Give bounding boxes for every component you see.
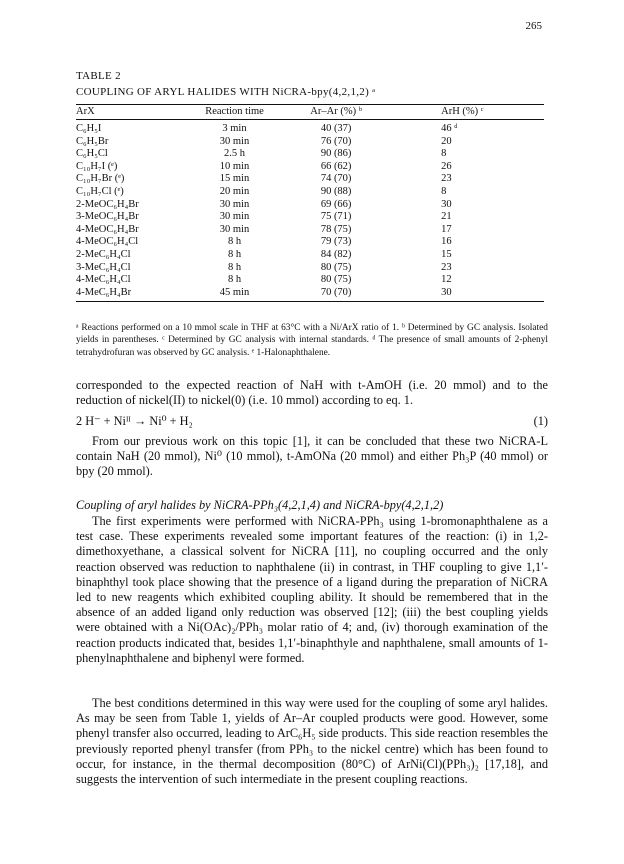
- cell-arx: 4-MeOC₆H₄Cl: [76, 236, 139, 248]
- page-number: 265: [525, 20, 542, 32]
- cell-reaction-time: 10 min: [219, 160, 250, 172]
- cell-arx: C₁₀H₇Br (ᵉ): [76, 173, 125, 185]
- cell-arh-yield: 16: [441, 236, 452, 248]
- equation-text: 2 H⁻ + Niᴵᴵ → Ni⁰ + H₂: [76, 414, 193, 428]
- paragraph-2: From our previous work on this topic [1], it can be concluded that these two NiCRA-L contain NaH (20 mmol), Ni⁰ (10 mmol), t-AmONa (20 mmol) and either Ph₃P (40 mmol) or bpy (20 mmol).: [76, 434, 548, 479]
- cell-reaction-time: 3 min: [222, 123, 247, 134]
- cell-arh-yield: 26: [441, 160, 452, 172]
- cell-ar-ar-yield: 75 (71): [320, 211, 352, 223]
- table-row: [76, 136, 544, 149]
- cell-arx: C₆H₅Br: [76, 135, 109, 147]
- cell-arx: 2-MeC₆H₄Cl: [76, 248, 131, 260]
- equation-1: [76, 414, 548, 429]
- table-row: [76, 287, 544, 302]
- cell-arx: 3-MeOC₆H₄Br: [76, 211, 139, 223]
- cell-ar-ar-yield: 40 (37): [320, 123, 352, 134]
- section-heading: Coupling of aryl halides by NiCRA-PPh₃(4,2,1,4) and NiCRA-bpy(4,2,1,2): [76, 498, 444, 512]
- paragraph-1: corresponded to the expected reaction of NaH with t-AmOH (i.e. 20 mmol) and to the reduction of nickel(II) to nickel(0) (i.e. 10 mmol) according to eq. 1.: [76, 378, 548, 408]
- cell-ar-ar-yield: 84 (82): [320, 248, 352, 260]
- table-row: [76, 249, 544, 262]
- table-row: [76, 224, 544, 237]
- table-label: TABLE 2: [76, 70, 121, 82]
- coupling-table: [76, 104, 544, 302]
- cell-arx: 4-MeC₆H₄Br: [76, 287, 186, 302]
- cell-reaction-time: 2.5 h: [224, 148, 245, 160]
- cell-arx: C₁₀H₇Cl (ᵉ): [76, 185, 124, 197]
- cell-ar-ar-yield: 76 (70): [320, 135, 352, 147]
- table-row: [76, 120, 544, 136]
- cell-arh-yield: 30: [389, 287, 544, 302]
- table-header-row: [76, 105, 544, 120]
- table-caption: COUPLING OF ARYL HALIDES WITH NiCRA-bpy(4,2,1,2) ᵃ: [76, 86, 376, 98]
- cell-reaction-time: 20 min: [219, 185, 250, 197]
- table-row: [76, 199, 544, 212]
- cell-ar-ar-yield: 74 (70): [320, 173, 352, 185]
- cell-arh-yield: 23: [441, 261, 452, 273]
- cell-ar-ar-yield: 79 (73): [320, 236, 352, 248]
- cell-arh-yield: 15: [441, 248, 452, 260]
- cell-arh-yield: 30: [441, 198, 452, 210]
- cell-reaction-time: 8 h: [227, 274, 242, 286]
- cell-reaction-time: 30 min: [219, 198, 250, 210]
- cell-reaction-time: 8 h: [227, 261, 242, 273]
- table-footnote: ᵃ Reactions performed on a 10 mmol scale in THF at 63°C with a Ni/ArX ratio of 1. ᵇ Determined by GC analysis. Isolated yields in parentheses. ᶜ Determined by GC analysis with internal standards. ᵈ The presence of small amounts of 2-phenyl tetrahydrofuran was observed by GC analysis. ᵉ 1-Halonaphthalene.: [76, 323, 548, 358]
- cell-ar-ar-yield: 80 (75): [320, 261, 352, 273]
- cell-reaction-time: 8 h: [227, 236, 242, 248]
- table-row: [76, 186, 544, 199]
- cell-arx: 4-MeC₆H₄Cl: [76, 274, 131, 286]
- cell-ar-ar-yield: 69 (66): [320, 198, 352, 210]
- cell-arh-yield: 23: [441, 173, 452, 185]
- cell-ar-ar-yield: 80 (75): [320, 274, 352, 286]
- cell-arh-yield: 46 ᵈ: [441, 123, 458, 134]
- table-row: [76, 236, 544, 249]
- col-header-ar-ar: Ar–Ar (%) ᵇ: [283, 105, 389, 120]
- table-row: [76, 173, 544, 186]
- cell-arx: C₆H₅Cl: [76, 148, 108, 160]
- paragraph-3: The first experiments were performed with NiCRA-PPh₃ using 1-bromonaphthalene as a test case. These experiments revealed some important features of the reaction: (i) in 1,2-dimethoxyethane, a classical solvent for NiCRA [11], no coupling occurred and the only reaction observed was reduction to naphthalene (ii) in contrast, in THF coupling to give 1,1′-binaphthyl took place showing that the presence of a ligand during the preparation of NiCRA led to new reagents which exhibited coupling ability. It should be remembered that in the absence of an added ligand only reduction was observed [12]; (iii) the best coupling yields were obtained with a Ni(OAc)₂/PPh₃ molar ratio of 4; and, (iv) thorough examination of the reaction products indicated that, besides 1,1′-binaphthyle and naphthalene, small amounts of 1-phenylnaphthalene and biphenyl were formed.: [76, 514, 548, 665]
- table-row: [76, 148, 544, 161]
- table-row: [76, 211, 544, 224]
- col-header-arh: ArH (%) ᶜ: [389, 105, 544, 120]
- cell-arx: C₁₀H₇I (ᵉ): [76, 160, 118, 172]
- cell-reaction-time: 15 min: [219, 173, 250, 185]
- table-row: [76, 262, 544, 275]
- cell-reaction-time: 30 min: [219, 211, 250, 223]
- cell-reaction-time: 30 min: [219, 223, 250, 235]
- cell-arx: 3-MeC₆H₄Cl: [76, 261, 131, 273]
- cell-arh-yield: 12: [441, 274, 452, 286]
- cell-arx: 4-MeOC₆H₄Br: [76, 223, 139, 235]
- cell-arx: C₆H₅I: [76, 123, 102, 134]
- equation-number: (1): [533, 414, 548, 428]
- cell-arh-yield: 21: [441, 211, 452, 223]
- cell-reaction-time: 8 h: [227, 248, 242, 260]
- cell-arh-yield: 8: [441, 185, 447, 197]
- cell-ar-ar-yield: 66 (62): [320, 160, 352, 172]
- cell-ar-ar-yield: 78 (75): [320, 223, 352, 235]
- cell-reaction-time: 45 min: [186, 287, 283, 302]
- cell-arh-yield: 17: [441, 223, 452, 235]
- cell-arh-yield: 20: [441, 135, 452, 147]
- paragraph-4: The best conditions determined in this way were used for the coupling of some aryl halides. As may be seen from Table 1, yields of Ar–Ar coupled products were good. However, some phenyl transfer also occurred, leading to ArC₆H₅ side products. This side reaction resembles the previously reported phenyl transfer (from PPh₃ to the nickel centre) which has been found to occur, for instance, in the thermal decomposition (80°C) of ArNi(Cl)(PPh₃)₂ [17,18], and suggests the intervention of such intermediate in the present coupling reactions.: [76, 696, 548, 787]
- cell-ar-ar-yield: 90 (86): [320, 148, 352, 160]
- cell-ar-ar-yield: 90 (88): [320, 185, 352, 197]
- cell-arh-yield: 8: [441, 148, 447, 160]
- cell-ar-ar-yield: 70 (70): [283, 287, 389, 302]
- table-row: [76, 161, 544, 174]
- col-header-arx: ArX: [76, 105, 186, 120]
- table-row: [76, 274, 544, 287]
- cell-arx: 2-MeOC₆H₄Br: [76, 198, 139, 210]
- col-header-reaction-time: Reaction time: [186, 105, 283, 120]
- cell-reaction-time: 30 min: [219, 135, 250, 147]
